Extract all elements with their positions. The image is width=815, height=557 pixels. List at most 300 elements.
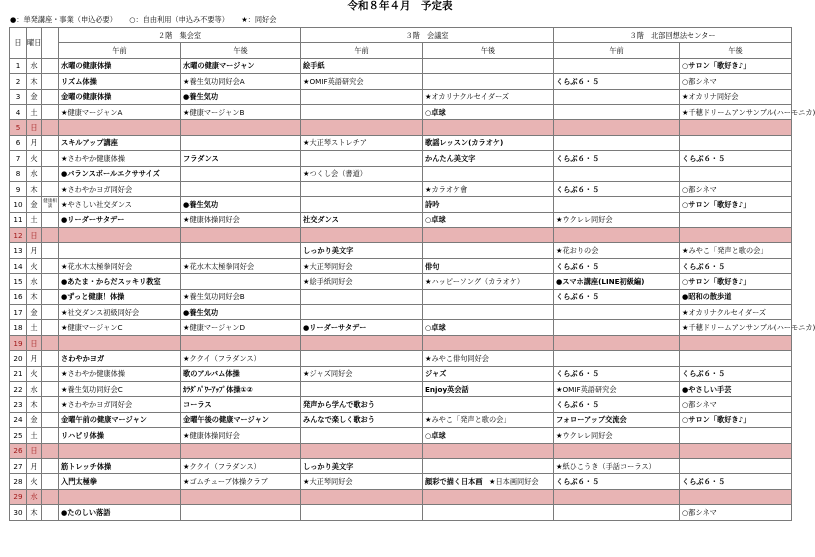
event-cell [423,58,554,73]
event-cell: くらぶ６・５ [680,474,792,489]
event-cell [59,443,181,458]
event-cell: くらぶ６・５ [554,289,680,304]
event-cell: ジャズ [423,366,554,381]
day-cell: 28 [10,474,27,489]
event-cell [680,166,792,181]
event-cell [423,397,554,412]
note-cell [42,397,59,412]
note-cell [42,274,59,289]
event-cell [181,181,301,196]
event-cell: ★OMIF英語研究会 [554,381,680,396]
event-cell [59,228,181,243]
weekday-cell: 火 [27,258,42,273]
event-cell: ★みやこ俳句同好会 [423,351,554,366]
table-row [10,320,792,335]
day-cell: 5 [10,120,27,135]
legend-free: ○：自由利用（申込み不要等） [129,15,229,24]
event-cell: くらぶ６・５ [554,181,680,196]
event-cell [181,489,301,504]
event-cell: ｶﾗﾀﾞﾊﾟﾜｰｱｯﾌﾟ体操①② [181,381,301,396]
event-cell: 詩吟 [423,197,554,212]
event-cell: ○都シネマ [680,74,792,89]
table-row [10,274,792,289]
event-cell [554,489,680,504]
table-row [10,58,792,73]
event-cell: ●養生気功 [181,305,301,320]
event-cell [554,104,680,119]
note-cell [42,151,59,166]
event-cell [301,305,423,320]
event-cell: ●あたま・からだスッキリ教室 [59,274,181,289]
event-cell [301,197,423,212]
weekday-cell: 月 [27,351,42,366]
event-cell [301,289,423,304]
header-weekday: 曜日 [27,28,42,59]
weekday-cell: 水 [27,274,42,289]
table-row [10,104,792,119]
day-cell: 27 [10,458,27,473]
event-cell: くらぶ６・５ [554,74,680,89]
event-cell: 絵手紙 [301,58,423,73]
event-cell: ●スマホ講座(LINE初級編) [554,274,680,289]
weekday-cell: 金 [27,305,42,320]
event-cell: 水曜の健康マージャン [181,58,301,73]
event-cell [181,335,301,350]
weekday-cell: 日 [27,228,42,243]
event-cell [680,135,792,150]
header-room-1: ２階 集会室 [59,28,301,43]
day-cell: 23 [10,397,27,412]
event-cell: ★花水木太極拳同好会 [59,258,181,273]
event-cell [680,120,792,135]
event-cell: ★ゴムチューブ体操クラブ [181,474,301,489]
event-cell [554,89,680,104]
note-cell [42,135,59,150]
event-cell [423,289,554,304]
event-cell [423,335,554,350]
table-row [10,412,792,427]
day-cell: 8 [10,166,27,181]
header-room-3: ３階 北部回想法センター [554,28,792,43]
event-cell: ★ウクレレ同好会 [554,212,680,227]
event-cell [423,489,554,504]
event-cell [423,120,554,135]
event-cell [554,320,680,335]
event-cell [554,135,680,150]
event-cell: ★千穂ドリームアンサンブル(ハーモニカ) [680,104,792,119]
event-cell: 社交ダンス [301,212,423,227]
table-row [10,474,792,489]
event-cell: ★オカリナクルセイダーズ [680,305,792,320]
event-cell: 金曜の健康体操 [59,89,181,104]
event-cell: ★さわやか健康体操 [59,366,181,381]
table-row [10,212,792,227]
day-cell: 30 [10,505,27,520]
weekday-cell: 木 [27,505,42,520]
day-cell: 3 [10,89,27,104]
event-cell: ○卓球 [423,104,554,119]
event-cell [181,120,301,135]
event-cell [301,335,423,350]
event-cell [423,243,554,258]
event-cell [59,120,181,135]
event-cell: くらぶ６・５ [680,366,792,381]
event-cell: ★オカリナ同好会 [680,89,792,104]
event-cell: ●昭和の散歩道 [680,289,792,304]
event-cell: ★大正琴ストレチア [301,135,423,150]
table-row [10,335,792,350]
note-cell [42,89,59,104]
event-text: ★日本画同好会 [489,477,539,487]
event-cell: ★花水木太極拳同好会 [181,258,301,273]
event-cell: ★みやこ「発声と歌の会」 [680,243,792,258]
note-cell [42,58,59,73]
event-cell: くらぶ６・５ [554,366,680,381]
event-cell: くらぶ６・５ [680,258,792,273]
event-cell: ●リーダーサタデー [59,212,181,227]
event-cell: ★ウクレレ同好会 [554,428,680,443]
table-row [10,135,792,150]
event-cell: くらぶ６・５ [554,474,680,489]
day-cell: 10 [10,197,27,212]
event-cell [554,58,680,73]
weekday-cell: 月 [27,243,42,258]
weekday-cell: 土 [27,320,42,335]
weekday-cell: 日 [27,120,42,135]
event-cell: ○サロン「歌好き♪」 [680,412,792,427]
event-cell: Enjoy英会話 [423,381,554,396]
event-cell: ●養生気功 [181,197,301,212]
weekday-cell: 木 [27,289,42,304]
table-row [10,458,792,473]
weekday-cell: 火 [27,151,42,166]
event-cell [680,489,792,504]
event-cell [554,120,680,135]
note-cell [42,212,59,227]
event-cell [423,305,554,320]
event-cell: リズム体操 [59,74,181,89]
note-cell [42,120,59,135]
event-cell: ★さわやかヨガ同好会 [59,397,181,412]
event-cell [423,443,554,458]
event-cell [181,443,301,458]
event-cell [423,474,554,489]
note-cell [42,166,59,181]
event-cell: ★ククイ（フラダンス） [181,458,301,473]
event-cell: 金曜午前の健康マージャン [59,412,181,427]
event-cell: ★養生気功同好会A [181,74,301,89]
day-cell: 17 [10,305,27,320]
note-cell [42,474,59,489]
event-cell: コーラス [181,397,301,412]
event-cell [680,351,792,366]
event-cell: ●やさしい手芸 [680,381,792,396]
event-cell [554,505,680,520]
event-cell: 金曜午後の健康マージャン [181,412,301,427]
weekday-cell: 木 [27,181,42,196]
event-cell: かんたん美文字 [423,151,554,166]
event-cell: 歌謡レッスン(カラオケ) [423,135,554,150]
event-cell [181,274,301,289]
note-cell [42,351,59,366]
event-cell [301,428,423,443]
event-cell [301,505,423,520]
day-cell: 12 [10,228,27,243]
event-cell: 水曜の健康体操 [59,58,181,73]
event-cell: くらぶ６・５ [554,151,680,166]
event-cell: ★オカリナクルセイダーズ [423,89,554,104]
event-cell: ○サロン「歌好き♪」 [680,274,792,289]
note-cell [42,228,59,243]
table-row [10,74,792,89]
day-cell: 26 [10,443,27,458]
table-row [10,151,792,166]
day-cell: 14 [10,258,27,273]
event-cell [181,166,301,181]
table-row [10,181,792,196]
schedule-table [9,27,815,521]
event-cell: ○都シネマ [680,181,792,196]
note-cell [42,289,59,304]
event-cell: ★千穂ドリームアンサンブル(ハーモニカ) [680,320,792,335]
event-cell: 俳句 [423,258,554,273]
event-cell: ★絵手紙同好会 [301,274,423,289]
event-cell [680,212,792,227]
legend-club: ★：同好会 [241,15,277,24]
event-cell [301,151,423,166]
event-cell: ★つくし会（書道） [301,166,423,181]
day-cell: 21 [10,366,27,381]
event-cell: ★社交ダンス初級同好会 [59,305,181,320]
day-cell: 1 [10,58,27,73]
event-cell: ★さわやかヨガ同好会 [59,181,181,196]
event-cell: 発声から学んで歌おう [301,397,423,412]
weekday-cell: 月 [27,135,42,150]
event-cell: ●養生気功 [181,89,301,104]
event-cell: ★花おりの会 [554,243,680,258]
note-cell [42,258,59,273]
event-cell: ★さわやか健康体操 [59,151,181,166]
event-cell: しっかり美文字 [301,458,423,473]
event-cell [680,458,792,473]
table-row [10,366,792,381]
event-cell: ★ジャズ同好会 [301,366,423,381]
note-cell [42,305,59,320]
event-cell [301,120,423,135]
event-cell: ★大正琴同好会 [301,474,423,489]
day-cell: 18 [10,320,27,335]
event-cell [423,228,554,243]
event-cell: ★健康体操同好会 [181,428,301,443]
table-row [10,505,792,520]
event-cell [554,228,680,243]
event-cell [301,351,423,366]
note-cell [42,74,59,89]
weekday-cell: 土 [27,104,42,119]
event-cell: ○都シネマ [680,505,792,520]
table-row [10,443,792,458]
table-row [10,89,792,104]
event-cell: みんなで楽しく歌おう [301,412,423,427]
note-cell [42,505,59,520]
table-row [10,228,792,243]
event-cell: くらぶ６・５ [680,151,792,166]
day-cell: 19 [10,335,27,350]
day-cell: 2 [10,74,27,89]
weekday-cell: 水 [27,381,42,396]
event-cell: ●バランスボールエクササイズ [59,166,181,181]
event-cell [680,335,792,350]
event-cell: ★紙ひこうき（手話コーラス） [554,458,680,473]
table-row [10,305,792,320]
note-cell [42,181,59,196]
event-cell: ★カラオケ會 [423,181,554,196]
event-cell: リハビリ体操 [59,428,181,443]
weekday-cell: 水 [27,489,42,504]
event-cell [59,489,181,504]
note-cell [42,335,59,350]
event-cell [423,166,554,181]
event-cell: ★健康マージャンC [59,320,181,335]
table-row [10,351,792,366]
event-cell [554,166,680,181]
event-cell [680,228,792,243]
event-cell: くらぶ６・５ [554,397,680,412]
event-cell: フラダンス [181,151,301,166]
event-cell: くらぶ６・５ [554,258,680,273]
header-am: 午前 [301,43,423,58]
day-cell: 24 [10,412,27,427]
event-cell [423,74,554,89]
event-cell [301,443,423,458]
event-cell [423,458,554,473]
header-day: 日 [10,28,27,59]
event-cell: ★健康マージャンD [181,320,301,335]
event-cell: スキルアップ講座 [59,135,181,150]
event-cell: フォローアップ交流会 [554,412,680,427]
event-cell [301,181,423,196]
day-cell: 25 [10,428,27,443]
event-cell [554,351,680,366]
event-cell: ○卓球 [423,212,554,227]
day-cell: 20 [10,351,27,366]
event-cell: ●たのしい落語 [59,505,181,520]
event-cell: ★養生気功同好会B [181,289,301,304]
note-cell [42,489,59,504]
weekday-cell: 木 [27,397,42,412]
event-cell: ○都シネマ [680,397,792,412]
header-pm: 午後 [680,43,792,58]
event-cell: ★健康マージャンA [59,104,181,119]
day-cell: 7 [10,151,27,166]
weekday-cell: 金 [27,412,42,427]
note-cell: 健康相談 [42,197,59,212]
event-cell: ○サロン「歌好き♪」 [680,58,792,73]
event-cell [181,135,301,150]
header-am: 午前 [554,43,680,58]
day-cell: 11 [10,212,27,227]
event-cell: ○卓球 [423,428,554,443]
weekday-cell: 水 [27,58,42,73]
event-cell [301,89,423,104]
weekday-cell: 土 [27,212,42,227]
event-cell: ★健康マージャンB [181,104,301,119]
day-cell: 29 [10,489,27,504]
weekday-cell: 土 [27,428,42,443]
note-cell [42,412,59,427]
event-cell [301,381,423,396]
day-cell: 16 [10,289,27,304]
day-cell: 9 [10,181,27,196]
event-cell: ★健康体操同好会 [181,212,301,227]
note-cell [42,381,59,396]
event-cell: ○卓球 [423,320,554,335]
table-row [10,120,792,135]
header-pm: 午後 [423,43,554,58]
event-cell [554,305,680,320]
event-cell: ●リーダーサタデー [301,320,423,335]
event-cell: ★養生気功同好会C [59,381,181,396]
event-cell: ●ずっと健康！体操 [59,289,181,304]
event-cell: 筋トレッチ体操 [59,458,181,473]
header-am: 午前 [59,43,181,58]
event-cell [554,197,680,212]
table-row [10,397,792,412]
event-cell: 入門太極拳 [59,474,181,489]
header-row-times [10,43,792,58]
event-cell: ★みやこ「発声と歌の会」 [423,412,554,427]
weekday-cell: 日 [27,335,42,350]
event-cell: 歌のアルバム体操 [181,366,301,381]
legend-event: ●：単発講座・事業（申込必要） [10,15,117,24]
weekday-cell: 火 [27,474,42,489]
event-cell: ○サロン「歌好き♪」 [680,197,792,212]
table-row [10,381,792,396]
header-pm: 午後 [181,43,301,58]
event-cell [680,428,792,443]
weekday-cell: 火 [27,366,42,381]
event-cell [181,228,301,243]
day-cell: 13 [10,243,27,258]
event-cell: ★ククイ（フラダンス） [181,351,301,366]
note-cell [42,243,59,258]
event-cell [680,443,792,458]
event-cell: さわやかヨガ [59,351,181,366]
table-row [10,428,792,443]
weekday-cell: 木 [27,74,42,89]
event-text: 顔彩で描く日本画 [425,477,483,487]
event-cell [301,104,423,119]
weekday-cell: 日 [27,443,42,458]
note-cell [42,366,59,381]
event-cell [554,443,680,458]
event-cell [423,505,554,520]
table-row [10,289,792,304]
table-row [10,166,792,181]
event-cell [301,489,423,504]
table-row [10,489,792,504]
day-cell: 4 [10,104,27,119]
event-cell: ★OMIF英語研究会 [301,74,423,89]
note-cell [42,320,59,335]
weekday-cell: 水 [27,166,42,181]
header-room-2: ３階 会議室 [301,28,554,43]
header-row-rooms [10,28,792,43]
table-row [10,197,792,212]
weekday-cell: 金 [27,89,42,104]
day-cell: 22 [10,381,27,396]
event-cell [181,505,301,520]
